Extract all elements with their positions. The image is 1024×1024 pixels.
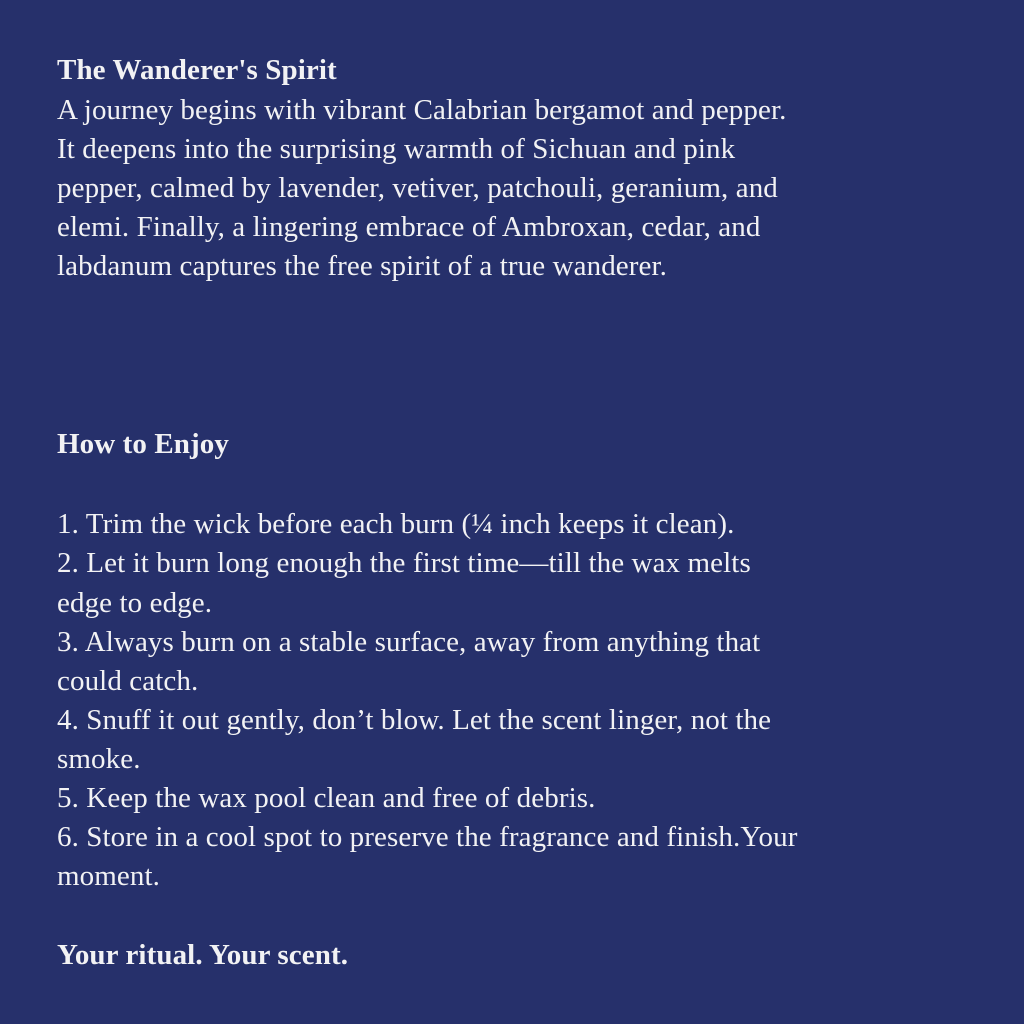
description-line: It deepens into the surprising warmth of Sichuan and pink (57, 133, 736, 165)
instruction-line: moment. (57, 860, 160, 892)
description-line: pepper, calmed by lavender, vetiver, patchouli, geranium, and (57, 172, 778, 204)
instruction-line: 2. Let it burn long enough the first time—till the wax melts (57, 547, 751, 579)
instruction-line: 4. Snuff it out gently, don’t blow. Let the scent linger, not the (57, 704, 772, 736)
instruction-line: edge to edge. (57, 587, 213, 619)
product-title: The Wanderer's Spirit (57, 54, 337, 86)
description-line: labdanum captures the free spirit of a true wanderer. (57, 250, 668, 282)
instruction-line: 1. Trim the wick before each burn (¼ inch keeps it clean). (57, 508, 735, 540)
instruction-line: 6. Store in a cool spot to preserve the fragrance and finish.Your (57, 821, 798, 853)
instruction-line: 3. Always burn on a stable surface, away from anything that (57, 626, 761, 658)
instruction-line: 5. Keep the wax pool clean and free of debris. (57, 782, 596, 814)
instruction-line: smoke. (57, 743, 141, 775)
instruction-line: could catch. (57, 665, 199, 697)
description-line: elemi. Finally, a lingering embrace of Ambroxan, cedar, and (57, 211, 761, 243)
description-line: A journey begins with vibrant Calabrian bergamot and pepper. (57, 94, 787, 126)
how-to-enjoy-heading: How to Enjoy (57, 428, 229, 460)
tagline: Your ritual. Your scent. (57, 939, 349, 971)
